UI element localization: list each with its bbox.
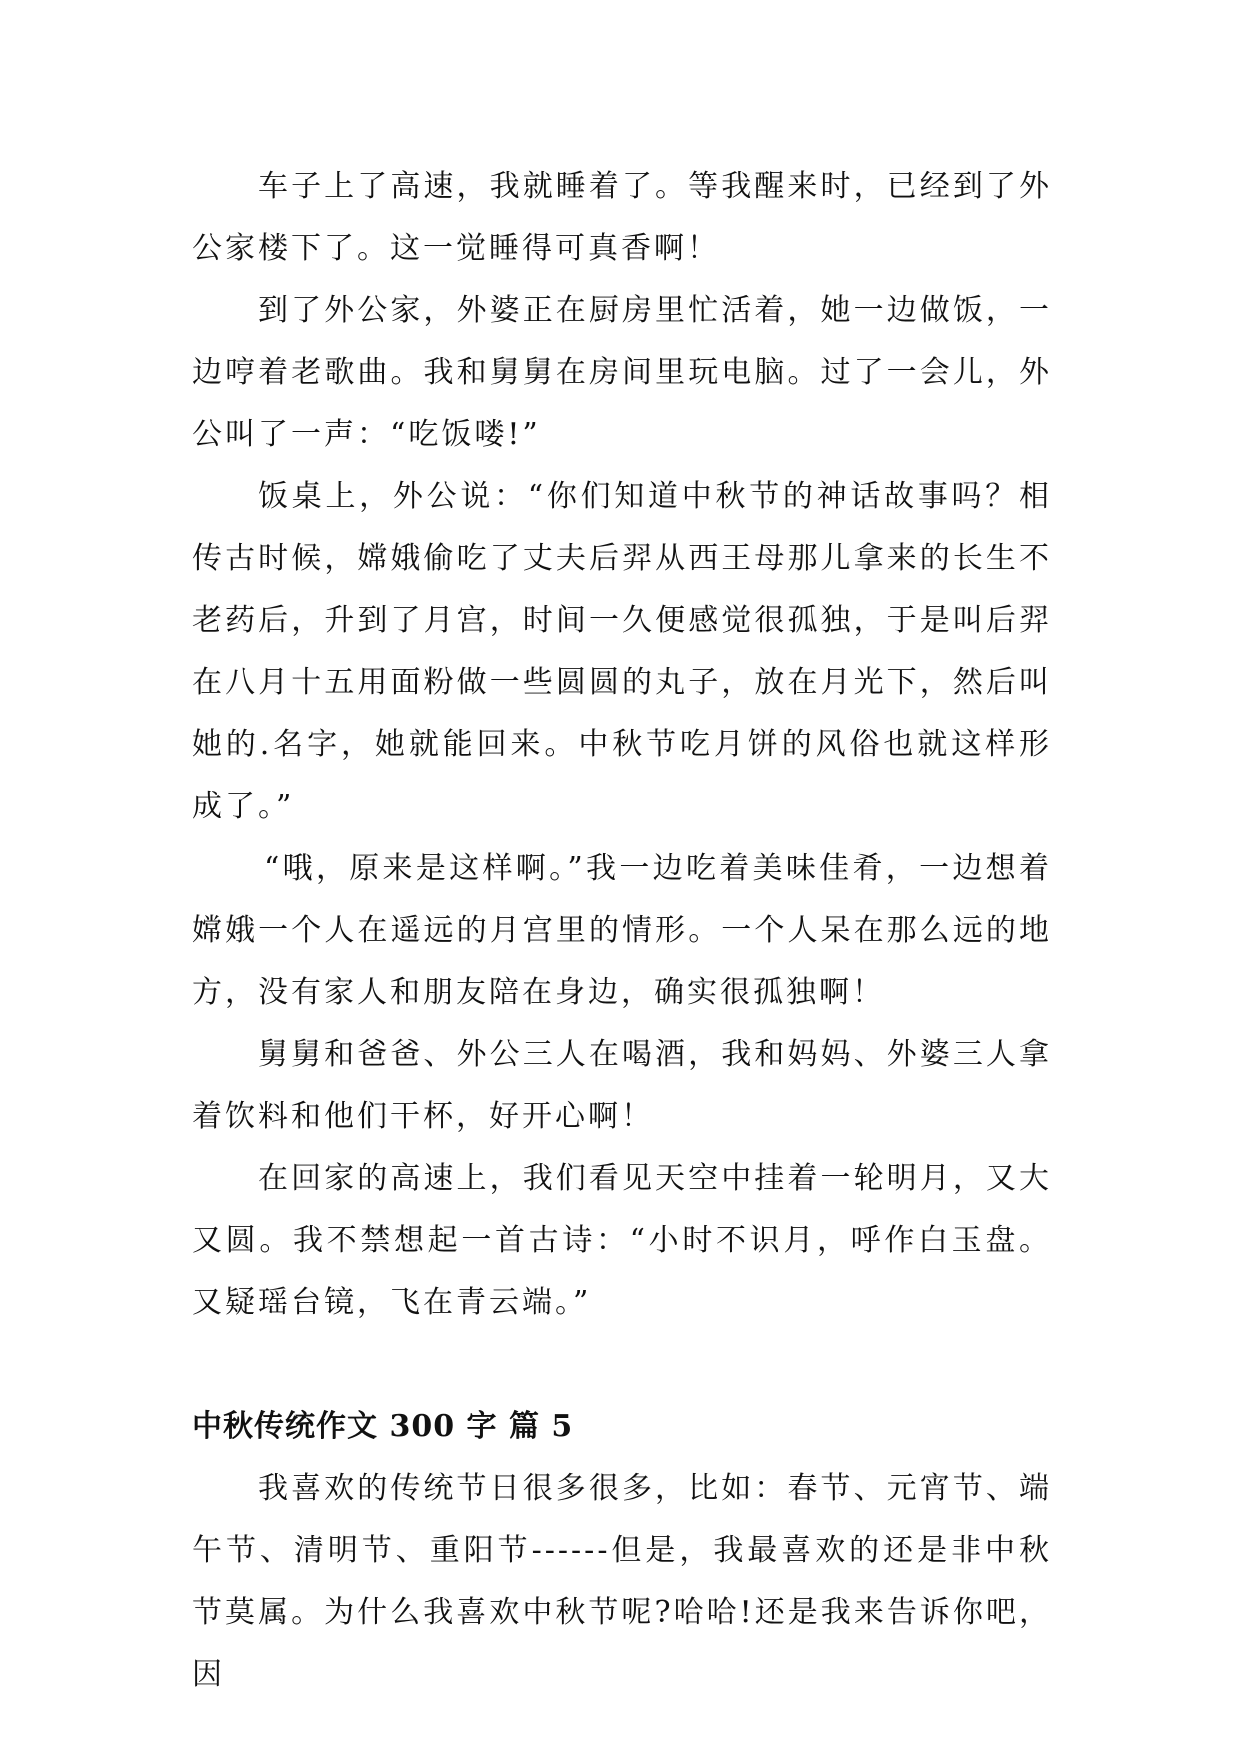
paragraph-arrival: 车子上了高速，我就睡着了。等我醒来时，已经到了外公家楼下了。这一觉睡得可真香啊！ <box>192 169 1052 266</box>
paragraph-grandparents-home: 到了外公家，外婆正在厨房里忙活着，她一边做饭，一边哼着老歌曲。我和舅舅在房间里玩电脑。过了一会儿，外公叫了一声：“吃饭喽!” <box>192 293 1052 452</box>
document-body <box>192 156 1052 1706</box>
paragraph-toast: 舅舅和爸爸、外公三人在喝酒，我和妈妈、外婆三人拿着饮料和他们干杯，好开心啊！ <box>192 1037 1052 1134</box>
paragraph-favorite-festivals: 我喜欢的传统节日很多很多，比如：春节、元宵节、端午节、清明节、重阳节------但是，我最喜欢的还是非中秋节莫属。为什么我喜欢中秋节呢?哈哈!还是我来告诉你吧，因 <box>192 1471 1052 1692</box>
section-heading: 中秋传统作文 300 字 篇 5 <box>192 1409 574 1444</box>
paragraph-reflection: “哦，原来是这样啊。”我一边吃着美味佳肴，一边想着嫦娥一个人在遥远的月宫里的情形。一个人呆在那么远的地方，没有家人和朋友陪在身边，确实很孤独啊！ <box>192 851 1052 1010</box>
paragraph-moon-poem: 在回家的高速上，我们看见天空中挂着一轮明月，又大又圆。我不禁想起一首古诗：“小时不识月，呼作白玉盘。又疑瑶台镜，飞在青云端。” <box>192 1161 1052 1320</box>
paragraph-legend: 饭桌上，外公说：“你们知道中秋节的神话故事吗？相传古时候，嫦娥偷吃了丈夫后羿从西王母那儿拿来的长生不老药后，升到了月宫，时间一久便感觉很孤独，于是叫后羿在八月十五用面粉做一些圆圆的丸子，放在月光下，然后叫她的.名字，她就能回来。中秋节吃月饼的风俗也就这样形成了。” <box>192 479 1052 824</box>
